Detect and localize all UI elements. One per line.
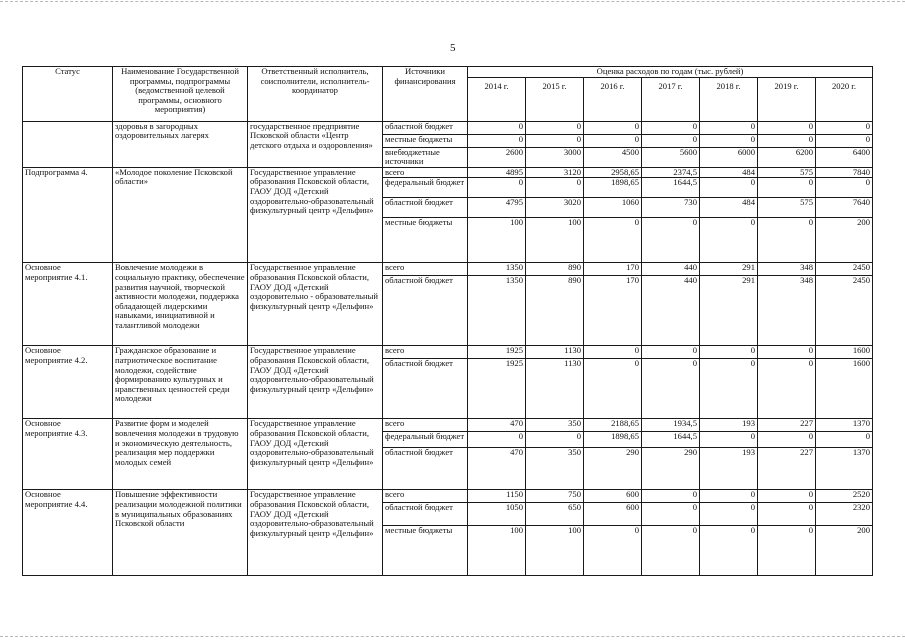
name-cell: «Молодое поколение Псковской области» [113,167,248,263]
table-row [23,346,873,359]
value-cell: 0 [526,178,584,198]
value-cell: 1060 [584,198,642,218]
header-status: Статус [23,67,113,122]
value-cell: 0 [700,346,758,359]
value-cell: 1350 [468,263,526,276]
value-cell: 0 [700,359,758,419]
year-header: 2020 г. [816,77,873,121]
value-cell: 0 [816,134,873,147]
value-cell: 1644,5 [642,432,700,448]
value-cell: 0 [758,121,816,134]
source-cell: федеральный бюджет [383,178,468,198]
value-cell: 600 [584,503,642,526]
value-cell: 0 [816,178,873,198]
value-cell: 227 [758,448,816,490]
value-cell: 0 [584,526,642,576]
page-number: 5 [450,42,456,54]
value-cell: 7840 [816,167,873,178]
value-cell: 440 [642,276,700,346]
value-cell: 484 [700,198,758,218]
value-cell: 290 [642,448,700,490]
value-cell: 3020 [526,198,584,218]
value-cell: 100 [468,526,526,576]
value-cell: 0 [526,121,584,134]
year-header: 2019 г. [758,77,816,121]
source-cell: областной бюджет [383,359,468,419]
name-cell: Развитие форм и моделей вовлечения молодежи в трудовую и экономическую деятельность, реализация мер поддержки молодых семей [113,419,248,490]
source-cell: всего [383,263,468,276]
value-cell: 6400 [816,147,873,167]
value-cell: 730 [642,198,700,218]
year-header: 2017 г. [642,77,700,121]
value-cell: 0 [700,121,758,134]
value-cell: 470 [468,419,526,432]
value-cell: 0 [642,134,700,147]
value-cell: 290 [584,448,642,490]
status-cell: Основное мероприятие 4.3. [23,419,113,490]
value-cell: 0 [584,359,642,419]
value-cell: 6000 [700,147,758,167]
value-cell: 0 [816,121,873,134]
status-cell [23,121,113,167]
value-cell: 0 [642,359,700,419]
value-cell: 0 [758,178,816,198]
name-cell: здоровья в загородных оздоровительных лагерях [113,121,248,167]
table-row [23,121,873,134]
value-cell: 170 [584,276,642,346]
value-cell: 1925 [468,359,526,419]
value-cell: 100 [468,218,526,263]
value-cell: 0 [584,121,642,134]
value-cell: 1600 [816,346,873,359]
source-cell: местные бюджеты [383,134,468,147]
header-responsible: Ответственный исполнитель, соисполнители, исполнитель-координатор [248,67,383,122]
table-row [23,167,873,178]
value-cell: 3000 [526,147,584,167]
source-cell: всего [383,346,468,359]
source-cell: областной бюджет [383,121,468,134]
year-header: 2015 г. [526,77,584,121]
value-cell: 2600 [468,147,526,167]
value-cell: 2450 [816,276,873,346]
value-cell: 5600 [642,147,700,167]
value-cell: 4795 [468,198,526,218]
source-cell: федеральный бюджет [383,432,468,448]
responsible-cell: Государственное управление образования Псковской области, ГАОУ ДОД «Детский оздоровительно-образовательный физкультурный центр «Дельфин» [248,490,383,576]
value-cell: 0 [642,526,700,576]
value-cell: 2320 [816,503,873,526]
table-row [23,490,873,503]
value-cell: 1934,5 [642,419,700,432]
header-sources: Источники финансирования [383,67,468,122]
header-estimate: Оценка расходов по годам (тыс. рублей) [468,67,873,78]
value-cell: 1130 [526,359,584,419]
value-cell: 1925 [468,346,526,359]
value-cell: 350 [526,419,584,432]
status-cell: Основное мероприятие 4.1. [23,263,113,346]
source-cell: местные бюджеты [383,218,468,263]
value-cell: 0 [758,218,816,263]
value-cell: 1644,5 [642,178,700,198]
value-cell: 0 [584,346,642,359]
value-cell: 0 [584,134,642,147]
value-cell: 0 [758,346,816,359]
value-cell: 1350 [468,276,526,346]
value-cell: 1898,65 [584,432,642,448]
value-cell: 890 [526,263,584,276]
value-cell: 227 [758,419,816,432]
year-header: 2016 г. [584,77,642,121]
value-cell: 200 [816,526,873,576]
value-cell: 3120 [526,167,584,178]
source-cell: всего [383,167,468,178]
value-cell: 1050 [468,503,526,526]
value-cell: 200 [816,218,873,263]
responsible-cell: Государственное управление образования Псковской области, ГАОУ ДОД «Детский оздоровительно - образовательный физкультурный центр «Дельфин» [248,263,383,346]
value-cell: 1370 [816,419,873,432]
name-cell: Гражданское образование и патриотическое воспитание молодежи, содействие формированию культурных и нравственных ценностей среди молодежи [113,346,248,419]
table-row [23,263,873,276]
responsible-cell: государственное предприятие Псковской области «Центр детского отдыха и оздоровления» [248,121,383,167]
value-cell: 170 [584,263,642,276]
year-header: 2014 г. [468,77,526,121]
value-cell: 2958,65 [584,167,642,178]
value-cell: 1150 [468,490,526,503]
value-cell: 193 [700,448,758,490]
year-header: 2018 г. [700,77,758,121]
value-cell: 0 [700,178,758,198]
value-cell: 7640 [816,198,873,218]
value-cell: 0 [642,346,700,359]
value-cell: 0 [468,432,526,448]
status-cell: Подпрограмма 4. [23,167,113,263]
value-cell: 0 [700,490,758,503]
value-cell: 6200 [758,147,816,167]
value-cell: 650 [526,503,584,526]
value-cell: 2520 [816,490,873,503]
value-cell: 291 [700,263,758,276]
value-cell: 0 [468,178,526,198]
value-cell: 2450 [816,263,873,276]
value-cell: 350 [526,448,584,490]
source-cell: областной бюджет [383,448,468,490]
responsible-cell: Государственное управление образования Псковской области, ГАОУ ДОД «Детский оздоровительно-образовательный физкультурный центр «Дельфин» [248,346,383,419]
name-cell: Вовлечение молодежи в социальную практику, обеспечение развития научной, творческой активности молодежи, поддержка обладающей лидерскими навыками, инициативной и талантливой молодежи [113,263,248,346]
value-cell: 0 [700,134,758,147]
value-cell: 0 [758,526,816,576]
value-cell: 470 [468,448,526,490]
source-cell: областной бюджет [383,198,468,218]
value-cell: 4500 [584,147,642,167]
value-cell: 750 [526,490,584,503]
value-cell: 1898,65 [584,178,642,198]
value-cell: 100 [526,526,584,576]
value-cell: 0 [642,490,700,503]
status-cell: Основное мероприятие 4.2. [23,346,113,419]
scan-edge-bottom [0,636,905,637]
value-cell: 0 [642,121,700,134]
value-cell: 291 [700,276,758,346]
status-cell: Основное мероприятие 4.4. [23,490,113,576]
value-cell: 0 [700,503,758,526]
table-row [23,419,873,432]
value-cell: 0 [758,359,816,419]
value-cell: 440 [642,263,700,276]
value-cell: 1600 [816,359,873,419]
value-cell: 2374,5 [642,167,700,178]
value-cell: 890 [526,276,584,346]
value-cell: 0 [584,218,642,263]
value-cell: 0 [700,432,758,448]
responsible-cell: Государственное управление образования Псковской области, ГАОУ ДОД «Детский оздоровительно-образовательный физкультурный центр «Дельфин» [248,419,383,490]
value-cell: 2188,65 [584,419,642,432]
source-cell: областной бюджет [383,503,468,526]
value-cell: 0 [758,490,816,503]
value-cell: 600 [584,490,642,503]
value-cell: 0 [642,503,700,526]
value-cell: 0 [758,134,816,147]
value-cell: 484 [700,167,758,178]
value-cell: 0 [816,432,873,448]
value-cell: 193 [700,419,758,432]
table-body [23,121,873,576]
value-cell: 0 [468,121,526,134]
source-cell: местные бюджеты [383,526,468,576]
value-cell: 0 [700,218,758,263]
value-cell: 1130 [526,346,584,359]
value-cell: 0 [526,134,584,147]
value-cell: 0 [700,526,758,576]
value-cell: 0 [758,503,816,526]
value-cell: 0 [758,432,816,448]
responsible-cell: Государственное управление образования Псковской области, ГАОУ ДОД «Детский оздоровительно-образовательный физкультурный центр «Дельфин» [248,167,383,263]
value-cell: 1370 [816,448,873,490]
value-cell: 100 [526,218,584,263]
value-cell: 0 [642,218,700,263]
value-cell: 0 [468,134,526,147]
source-cell: всего [383,419,468,432]
budget-table [22,66,873,576]
value-cell: 0 [526,432,584,448]
source-cell: областной бюджет [383,276,468,346]
value-cell: 348 [758,263,816,276]
source-cell: внебюджетные источники [383,147,468,167]
name-cell: Повышение эффективности реализации молодежной политики в муниципальных образованиях Псковской области [113,490,248,576]
value-cell: 575 [758,167,816,178]
value-cell: 575 [758,198,816,218]
scan-edge-top [0,1,905,2]
header-name: Наименование Государственной программы, подпрограммы (ведомственной целевой программы, основного мероприятия) [113,67,248,122]
source-cell: всего [383,490,468,503]
value-cell: 4895 [468,167,526,178]
value-cell: 348 [758,276,816,346]
